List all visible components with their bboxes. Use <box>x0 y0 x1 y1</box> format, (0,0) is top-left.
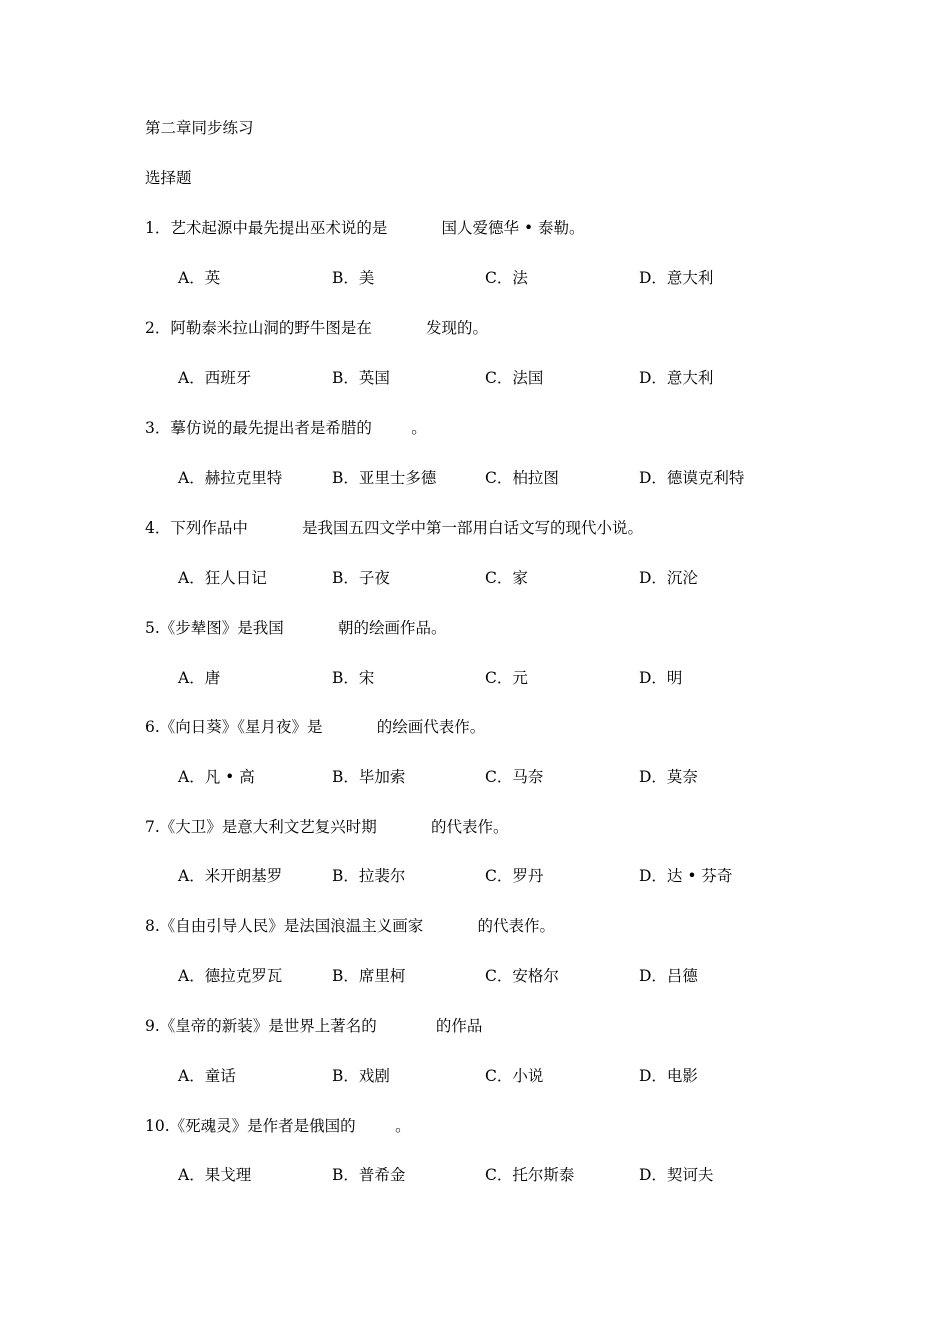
option-a: A．凡 • 高 <box>178 768 255 786</box>
option-d: D．莫奈 <box>639 768 698 786</box>
question-stem: 6.《向日葵》《星月夜》是 的绘画代表作。 <box>145 718 486 736</box>
option-d: D．契诃夫 <box>639 1166 714 1184</box>
option-row <box>0 368 950 388</box>
question-stem: 5.《步辇图》是我国 朝的绘画作品。 <box>145 619 447 637</box>
option-b: B．英国 <box>332 369 390 387</box>
option-b: B．宋 <box>332 669 375 687</box>
option-row <box>0 268 950 288</box>
option-b: B．戏剧 <box>332 1067 390 1085</box>
option-a: A．西班牙 <box>178 369 252 387</box>
option-d: D．沉沦 <box>639 569 698 587</box>
option-b: B．亚里士多德 <box>332 469 437 487</box>
option-a: A．果戈理 <box>178 1166 252 1184</box>
option-c: C．小说 <box>485 1067 544 1085</box>
option-b: B．美 <box>332 269 375 287</box>
option-row <box>0 767 950 787</box>
option-a: A．英 <box>178 269 221 287</box>
option-a: A．唐 <box>178 669 221 687</box>
option-c: C．元 <box>485 669 528 687</box>
option-c: C．法国 <box>485 369 544 387</box>
option-row <box>0 1165 950 1185</box>
question-stem: 8.《自由引导人民》是法国浪温主义画家 的代表作。 <box>145 917 555 935</box>
option-d: D．明 <box>639 669 683 687</box>
option-b: B．拉裴尔 <box>332 867 406 885</box>
question-stem: 3．摹仿说的最先提出者是希腊的 。 <box>145 419 427 437</box>
question-stem: 2．阿勒泰米拉山洞的野牛图是在 发现的。 <box>145 319 489 337</box>
option-a: A．米开朗基罗 <box>178 867 283 885</box>
option-b: B．子夜 <box>332 569 390 587</box>
option-d: D．意大利 <box>639 269 714 287</box>
option-c: C．法 <box>485 269 528 287</box>
option-a: A．童话 <box>178 1067 236 1085</box>
option-row <box>0 866 950 886</box>
question-stem: 1．艺术起源中最先提出巫术说的是 国人爱德华 • 泰勒。 <box>145 219 585 237</box>
question-stem: 9.《皇帝的新装》是世界上著名的 的作品 <box>145 1017 483 1035</box>
option-a: A．赫拉克里特 <box>178 469 283 487</box>
option-d: D．德谟克利特 <box>639 469 745 487</box>
option-a: A．狂人日记 <box>178 569 267 587</box>
option-row <box>0 468 950 488</box>
option-row <box>0 1066 950 1086</box>
option-a: A．德拉克罗瓦 <box>178 967 283 985</box>
option-c: C．罗丹 <box>485 867 544 885</box>
option-c: C．马奈 <box>485 768 544 786</box>
question-stem: 4．下列作品中 是我国五四文学中第一部用白话文写的现代小说。 <box>145 519 644 537</box>
option-d: D．吕德 <box>639 967 698 985</box>
option-c: C．柏拉图 <box>485 469 559 487</box>
section-heading: 选择题 <box>145 169 192 187</box>
option-d: D．意大利 <box>639 369 714 387</box>
option-d: D．达 • 芬奇 <box>639 867 733 885</box>
question-stem: 7.《大卫》是意大利文艺复兴时期 的代表作。 <box>145 818 509 836</box>
option-c: C．安格尔 <box>485 967 559 985</box>
option-row <box>0 568 950 588</box>
option-row <box>0 668 950 688</box>
option-b: B．普希金 <box>332 1166 406 1184</box>
page-title: 第二章同步练习 <box>145 119 254 137</box>
option-d: D．电影 <box>639 1067 698 1085</box>
question-stem: 10.《死魂灵》是作者是俄国的 。 <box>145 1117 411 1135</box>
option-c: C．托尔斯泰 <box>485 1166 575 1184</box>
option-b: B．席里柯 <box>332 967 406 985</box>
option-row <box>0 966 950 986</box>
option-b: B．毕加索 <box>332 768 406 786</box>
option-c: C．家 <box>485 569 528 587</box>
